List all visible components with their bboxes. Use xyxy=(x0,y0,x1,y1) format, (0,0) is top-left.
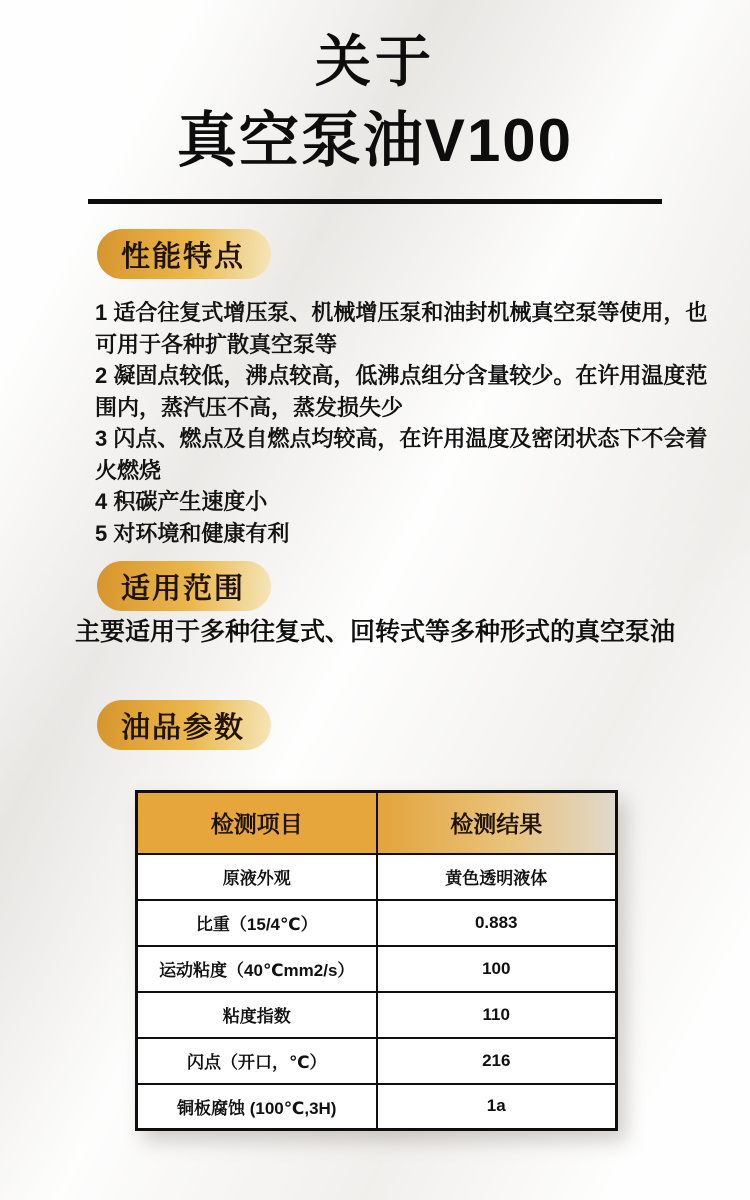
section-badge-parameters-label: 油品参数 xyxy=(121,711,246,744)
section-badge-parameters xyxy=(97,700,271,750)
table-header-row xyxy=(137,792,617,854)
table-cell-item: 铜板腐蚀 (100℃,3H) xyxy=(137,1084,377,1130)
section-badge-features-label: 性能特点 xyxy=(121,240,246,273)
table-cell-value: 黄色透明液体 xyxy=(377,854,617,900)
table-cell-item: 比重（15/4℃） xyxy=(137,900,377,946)
parameters-table xyxy=(135,790,618,1131)
table-cell-value: 100 xyxy=(377,946,617,992)
features-list xyxy=(95,297,727,549)
table-cell-value: 0.883 xyxy=(377,900,617,946)
table-cell-item: 闪点（开口，℃） xyxy=(137,1038,377,1084)
section-badge-scope-label: 适用范围 xyxy=(121,572,246,605)
page-title xyxy=(0,26,750,176)
title-underline-divider xyxy=(88,199,662,204)
table-header-test-item: 检测项目 xyxy=(137,792,377,854)
scope-text: 主要适用于多种往复式、回转式等多种形式的真空泵油 xyxy=(74,618,675,646)
feature-item-2: 2 凝固点较低，沸点较高，低沸点组分含量较少。在许用温度范围内，蒸汽压不高，蒸发损失少 xyxy=(95,363,708,420)
feature-item-1: 1 适合往复式增压泵、机械增压泵和油封机械真空泵等使用，也可用于各种扩散真空泵等 xyxy=(95,300,708,357)
feature-item-5: 5 对环境和健康有利 xyxy=(95,520,290,546)
section-badge-scope xyxy=(97,561,271,611)
table-cell-value: 1a xyxy=(377,1084,617,1130)
feature-item-4: 4 积碳产生速度小 xyxy=(95,489,268,514)
table-cell-value: 110 xyxy=(377,992,617,1038)
table-row xyxy=(137,900,617,946)
table-row xyxy=(137,992,617,1038)
table-row xyxy=(137,1084,617,1130)
table-cell-value: 216 xyxy=(377,1038,617,1084)
table-cell-item: 运动粘度（40℃mm2/s） xyxy=(137,946,377,992)
table-row xyxy=(137,1038,617,1084)
table-header-test-result: 检测结果 xyxy=(377,792,617,854)
table-row xyxy=(137,854,617,900)
table-row xyxy=(137,946,617,992)
feature-item-3: 3 闪点、燃点及自燃点均较高，在许用温度及密闭状态下不会着火燃烧 xyxy=(95,426,708,483)
section-badge-features xyxy=(97,229,271,279)
table-cell-item: 粘度指数 xyxy=(137,992,377,1038)
page-title-line1: 关于 xyxy=(315,30,435,93)
table-cell-item: 原液外观 xyxy=(137,854,377,900)
page-title-line2: 真空泵油V100 xyxy=(176,107,574,174)
